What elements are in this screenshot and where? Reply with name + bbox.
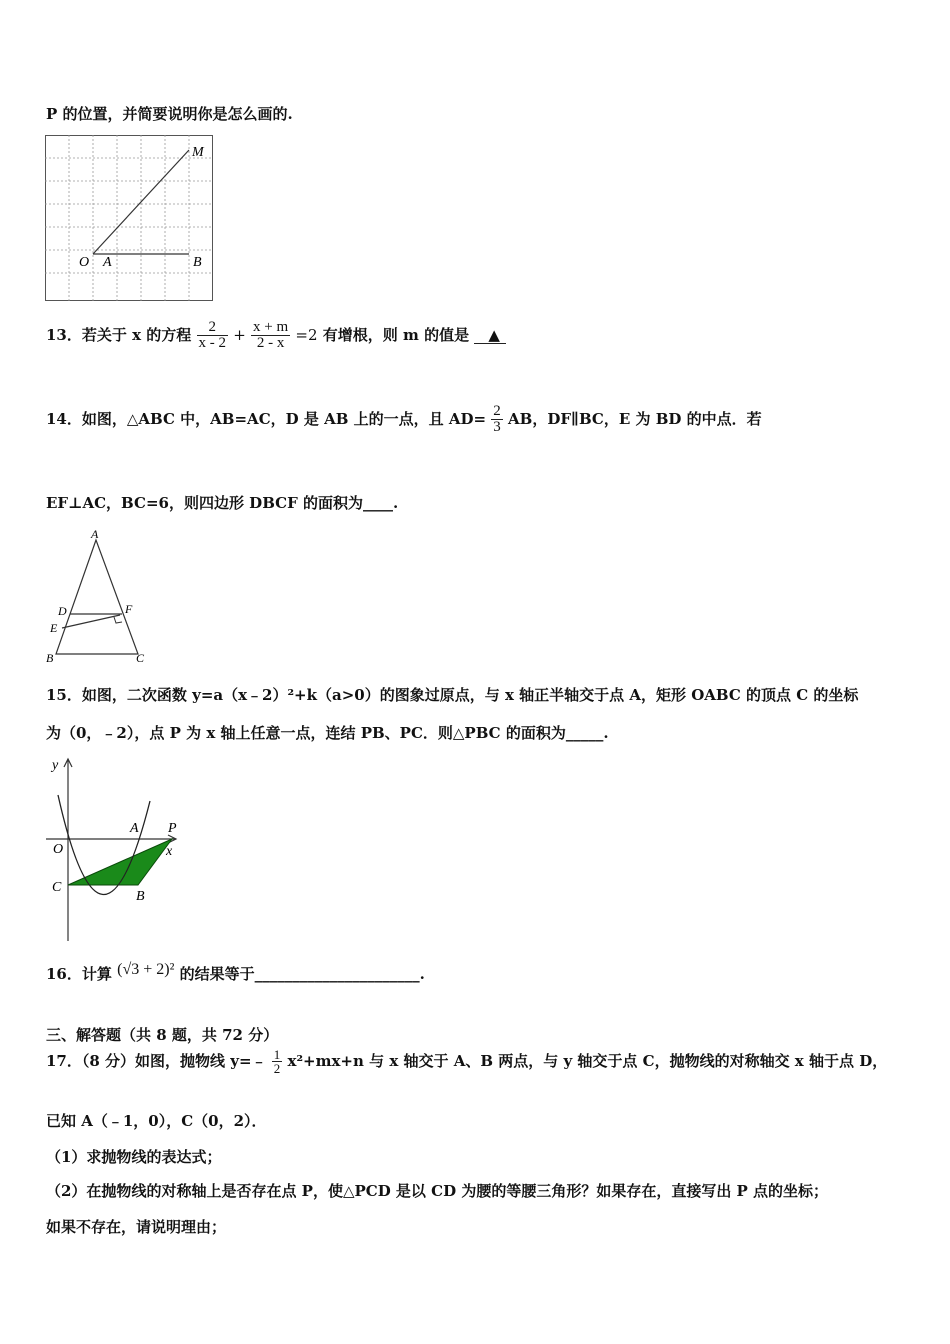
q14-fraction bbox=[491, 404, 503, 435]
grid-figure bbox=[45, 135, 213, 301]
right-angle-mark bbox=[114, 617, 122, 623]
q17-frac-den: 2 bbox=[273, 1061, 281, 1076]
q17-prefix: 17．（8 分）如图，抛物线 y=﹣ bbox=[46, 1052, 267, 1070]
q15-line1: 15．如图，二次函数 y=a（x﹣2）²+k（a>0）的图象过原点，与 x 轴正半轴交于点 A，矩形 OABC 的顶点 C 的坐标 bbox=[46, 686, 859, 704]
q17-part2: （2）在抛物线的对称轴上是否存在点 P，使△PCD 是以 CD 为腰的等腰三角形？如果存在，直接写出 P 点的坐标； bbox=[46, 1182, 829, 1200]
triangle-pbc bbox=[68, 839, 172, 885]
label-b: B bbox=[136, 889, 145, 904]
question-13 bbox=[46, 320, 506, 351]
segment-ef bbox=[62, 615, 120, 628]
question-14 bbox=[46, 404, 762, 435]
triangle-icon: ▲ bbox=[488, 325, 500, 344]
question-16 bbox=[46, 961, 425, 983]
q15-line2: 为（0，﹣2），点 P 为 x 轴上任意一点，连结 PB、PC．则△PBC 的面积为_____. bbox=[46, 724, 609, 742]
section-heading: 三、解答题（共 8 题，共 72 分） bbox=[46, 1026, 279, 1044]
q17-frac-num: 1 bbox=[273, 1047, 281, 1062]
label-b: B bbox=[193, 255, 202, 270]
q16-prefix: 16．计算 bbox=[46, 965, 112, 983]
q13-frac2-num: x + m bbox=[253, 319, 289, 335]
q17-line2: 已知 A（﹣1，0），C（0，2）． bbox=[46, 1112, 267, 1130]
label-e: E bbox=[50, 621, 58, 635]
q17-part1: （1）求抛物线的表达式； bbox=[46, 1148, 222, 1166]
q13-answer-blank bbox=[474, 325, 506, 344]
q17-fraction bbox=[272, 1048, 283, 1075]
q13-equals: =2 bbox=[295, 326, 318, 344]
q14-frac-den: 3 bbox=[493, 419, 501, 435]
q14-suffix: AB，DF∥BC，E 为 BD 的中点．若 bbox=[508, 410, 762, 428]
question-17 bbox=[46, 1048, 887, 1075]
label-p: P bbox=[168, 821, 177, 836]
label-c: C bbox=[136, 651, 145, 665]
q17-suffix: x²+mx+n 与 x 轴交于 A、B 两点，与 y 轴交于点 C，抛物线的对称轴交 x 轴于点 D， bbox=[287, 1052, 888, 1070]
q17-part2b: 如果不存在，请说明理由； bbox=[46, 1218, 227, 1236]
label-y: y bbox=[52, 758, 59, 773]
label-f: F bbox=[125, 602, 133, 616]
q13-frac2-den: 2 - x bbox=[251, 335, 290, 351]
q13-suffix: 有增根，则 m 的值是 bbox=[322, 326, 470, 344]
triangle-figure bbox=[44, 528, 154, 666]
label-a: A bbox=[103, 255, 112, 270]
label-o: O bbox=[53, 842, 64, 857]
q13-prefix: 13．若关于 x 的方程 bbox=[46, 326, 192, 344]
q13-plus: + bbox=[233, 326, 246, 344]
q12-text: P 的位置，并简要说明你是怎么画的. bbox=[46, 105, 293, 123]
label-a: A bbox=[91, 528, 99, 541]
q16-expression: (√3 + 2)² bbox=[117, 961, 175, 978]
label-m: M bbox=[192, 145, 204, 160]
q13-frac1-den: x - 2 bbox=[198, 335, 226, 351]
q16-suffix: 的结果等于______________________. bbox=[179, 965, 425, 983]
label-x: x bbox=[166, 844, 173, 859]
label-c: C bbox=[52, 880, 62, 895]
q14-frac-num: 2 bbox=[493, 403, 501, 419]
q14-prefix: 14．如图，△ABC 中，AB=AC，D 是 AB 上的一点，且 AD= bbox=[46, 410, 487, 428]
triangle-abc bbox=[56, 540, 138, 654]
q14-line2: EF⊥AC，BC=6，则四边形 DBCF 的面积为____. bbox=[46, 494, 399, 512]
label-d: D bbox=[58, 604, 67, 618]
q13-fraction-1 bbox=[197, 320, 229, 351]
q13-fraction-2 bbox=[251, 320, 290, 351]
q13-frac1-num: 2 bbox=[208, 319, 216, 335]
parabola-figure bbox=[44, 755, 186, 943]
label-a: A bbox=[130, 821, 139, 836]
label-b: B bbox=[46, 651, 54, 665]
label-o: O bbox=[79, 255, 90, 270]
